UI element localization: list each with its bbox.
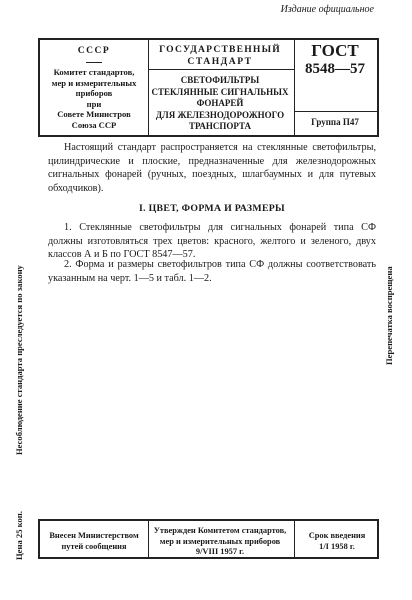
intro-paragraph: Настоящий стандарт распространяется на стеклянные светофильтры, цилиндрические и плоские, предназначенные для железнодорожных сигнальных фонарей (ручных, поездных, шлагбаумных и для путевых обходчиков). (48, 142, 376, 194)
right-border (377, 38, 379, 136)
left-border (38, 38, 40, 136)
reprint-notice-margin: Перепечатка воспрещена (384, 266, 394, 365)
divider-right (294, 38, 295, 135)
gost-number: 8548—57 (305, 61, 365, 77)
paragraph-2: 2. Форма и размеры светофильтров типа СФ должны соответствовать указанным на черт. 1—5 и табл. 1—2. (48, 259, 376, 284)
standard-type-title: ГОСУДАРСТВЕННЫЙ (159, 44, 281, 55)
committee-label: Комитет стандартов, мер и измерительных приборов при Совете Министров Союза ССР (51, 67, 137, 130)
effective-date: Срок введения 1/I 1958 г. (308, 531, 366, 551)
gost-label: ГОСТ (311, 41, 359, 60)
top-border (38, 38, 378, 40)
footer-left-border (38, 519, 40, 559)
footer-divider-right (294, 519, 295, 557)
gost-divider (294, 111, 377, 112)
footer-right-border (377, 519, 379, 559)
footer-divider-left (148, 519, 149, 557)
approved-by: Утвержден Комитетом стандартов, мер и измерительных приборов 9/VIII 1957 г. (153, 526, 287, 556)
section-heading: I. ЦВЕТ, ФОРМА И РАЗМЕРЫ (139, 203, 285, 214)
country-dash (86, 62, 102, 63)
edition-note: Издание официальное (280, 4, 374, 15)
divider-left (148, 38, 149, 135)
footer-top-border (38, 519, 379, 521)
paragraph-1: 1. Стеклянные светофильтры для сигнальных фонарей типа СФ должны изготовляться трех цветов: красного, желтого и зеленого, двух классов А и Б по ГОСТ 8547—57. (48, 222, 376, 261)
header-bottom-border (38, 135, 379, 137)
legal-notice-margin: Несоблюдение стандарта преследуется по закону (14, 265, 24, 455)
group-label: Группа П47 (311, 117, 359, 127)
country-label: СССР (77, 46, 111, 56)
introduced-by: Внесен Министерством путей сообщения (49, 531, 139, 551)
price-margin: Цена 25 коп. (14, 511, 24, 560)
document-title: СВЕТОФИЛЬТРЫ СТЕКЛЯННЫЕ СИГНАЛЬНЫХ ФОНАРЕЙ ДЛЯ ЖЕЛЕЗНОДОРОЖНОГО ТРАНСПОРТА (151, 75, 289, 131)
center-divider (148, 69, 294, 70)
standard-type-subtitle: СТАНДАРТ (187, 56, 253, 67)
